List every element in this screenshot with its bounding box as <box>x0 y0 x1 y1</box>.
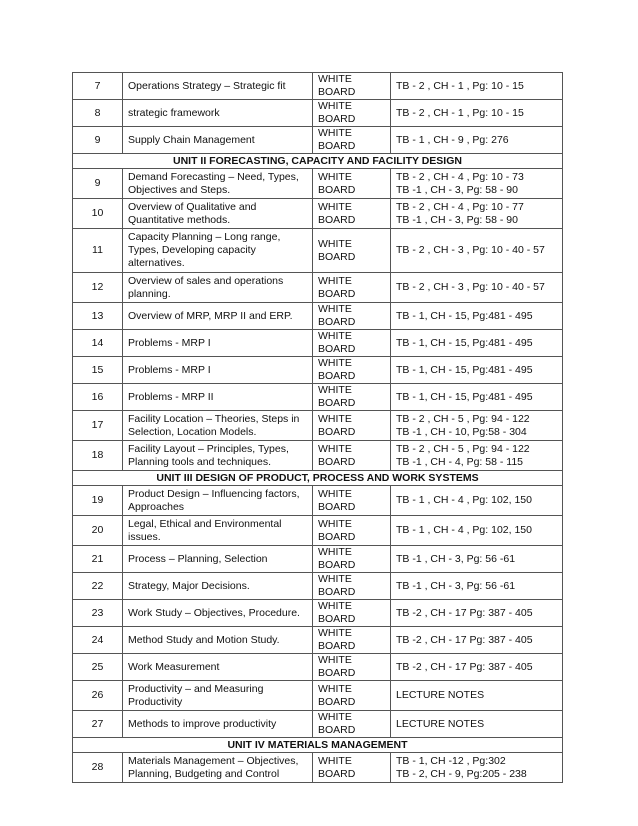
session-number: 10 <box>73 199 123 229</box>
teaching-method: WHITE BOARD <box>313 411 391 441</box>
topic-cell <box>123 627 313 654</box>
reference-cell <box>391 273 563 303</box>
topic-text: planning. <box>128 287 171 300</box>
teaching-method: WHITE BOARD <box>313 229 391 273</box>
topic-text: Overview of sales and operations <box>128 274 284 287</box>
teaching-method: WHITE BOARD <box>313 573 391 600</box>
reference-text: TB -1 , CH - 10, Pg:58 - 304 <box>396 425 527 438</box>
teaching-method: WHITE BOARD <box>313 486 391 516</box>
reference-text: TB - 1 , CH - 9 , Pg: 276 <box>396 133 509 146</box>
session-number: 22 <box>73 573 123 600</box>
session-number: 28 <box>73 753 123 783</box>
reference-cell <box>391 357 563 384</box>
topic-cell <box>123 100 313 127</box>
table-row <box>73 169 563 199</box>
table-row <box>73 654 563 681</box>
session-number: 27 <box>73 711 123 738</box>
teaching-method: WHITE BOARD <box>313 711 391 738</box>
table-row <box>73 600 563 627</box>
table-row <box>73 384 563 411</box>
topic-text: Objectives and Steps. <box>128 183 231 196</box>
teaching-method: WHITE BOARD <box>313 357 391 384</box>
reference-text: TB - 1 , CH - 4 , Pg: 102, 150 <box>396 494 532 506</box>
table-row <box>73 711 563 738</box>
teaching-method: WHITE BOARD <box>313 654 391 681</box>
session-number: 11 <box>73 229 123 273</box>
table-row <box>73 127 563 154</box>
session-number: 17 <box>73 411 123 441</box>
reference-cell <box>391 486 563 516</box>
reference-text: TB - 2, CH - 9, Pg:205 - 238 <box>396 767 527 780</box>
reference-text: TB - 2 , CH - 1 , Pg: 10 - 15 <box>396 106 524 119</box>
teaching-method: WHITE BOARD <box>313 753 391 783</box>
topic-text: Method Study and Motion Study. <box>128 633 280 646</box>
session-number: 13 <box>73 303 123 330</box>
topic-text: Work Study – Objectives, Procedure. <box>128 606 300 619</box>
topic-text: Productivity <box>128 695 183 708</box>
teaching-method: WHITE BOARD <box>313 330 391 357</box>
reference-text: TB - 1, CH - 15, Pg:481 - 495 <box>396 363 533 376</box>
session-number: 8 <box>73 100 123 127</box>
teaching-method: WHITE BOARD <box>313 169 391 199</box>
topic-text: Demand Forecasting – Need, Types, <box>128 170 299 183</box>
session-number: 24 <box>73 627 123 654</box>
teaching-method: WHITE BOARD <box>313 303 391 330</box>
unit-heading-row <box>73 471 563 486</box>
topic-text: Methods to improve productivity <box>128 717 277 730</box>
reference-text: TB -2 , CH - 17 Pg: 387 - 405 <box>396 633 533 646</box>
reference-text: TB -1 , CH - 4, Pg: 58 - 115 <box>396 455 524 468</box>
reference-text: TB - 2 , CH - 3 , Pg: 10 - 40 - 57 <box>396 281 545 293</box>
table-row <box>73 357 563 384</box>
topic-text: Work Measurement <box>128 660 220 673</box>
topic-text: Types, Developing capacity <box>128 244 256 256</box>
session-number: 21 <box>73 546 123 573</box>
unit-heading-row <box>73 738 563 753</box>
table-row <box>73 441 563 471</box>
reference-cell <box>391 100 563 127</box>
session-number: 19 <box>73 486 123 516</box>
topic-text: Problems - MRP II <box>128 390 214 403</box>
table-row <box>73 303 563 330</box>
session-number: 25 <box>73 654 123 681</box>
topic-cell <box>123 516 313 546</box>
topic-text: Problems - MRP I <box>128 363 211 376</box>
reference-text: LECTURE NOTES <box>396 717 485 730</box>
topic-text: Process – Planning, Selection <box>128 552 268 565</box>
table-row <box>73 627 563 654</box>
topic-text: Overview of MRP, MRP II and ERP. <box>128 309 293 322</box>
reference-cell <box>391 441 563 471</box>
topic-cell <box>123 303 313 330</box>
topic-text: Capacity Planning – Long range, <box>128 231 281 243</box>
teaching-method: WHITE BOARD <box>313 273 391 303</box>
teaching-method: WHITE BOARD <box>313 127 391 154</box>
topic-text: Materials Management – Objectives, <box>128 754 299 767</box>
session-number: 15 <box>73 357 123 384</box>
reference-cell <box>391 303 563 330</box>
session-number: 23 <box>73 600 123 627</box>
table-row <box>73 411 563 441</box>
topic-text: strategic framework <box>128 106 220 119</box>
teaching-method: WHITE BOARD <box>313 73 391 100</box>
topic-text: issues. <box>128 530 161 543</box>
reference-cell <box>391 573 563 600</box>
session-number: 26 <box>73 681 123 711</box>
teaching-method: WHITE BOARD <box>313 441 391 471</box>
table-row <box>73 573 563 600</box>
topic-text: Selection, Location Models. <box>128 425 257 438</box>
reference-text: TB -1 , CH - 3, Pg: 58 - 90 <box>396 183 518 196</box>
teaching-method: WHITE BOARD <box>313 199 391 229</box>
reference-cell <box>391 516 563 546</box>
topic-cell <box>123 169 313 199</box>
teaching-method: WHITE BOARD <box>313 681 391 711</box>
table-row <box>73 73 563 100</box>
session-number: 14 <box>73 330 123 357</box>
table-row <box>73 100 563 127</box>
reference-cell <box>391 681 563 711</box>
reference-text: TB -2 , CH - 17 Pg: 387 - 405 <box>396 660 533 673</box>
topic-cell <box>123 546 313 573</box>
reference-text: LECTURE NOTES <box>396 689 485 701</box>
reference-cell <box>391 600 563 627</box>
topic-text: Operations Strategy – Strategic fit <box>128 79 286 92</box>
unit-heading: UNIT II FORECASTING, CAPACITY AND FACILITY DESIGN <box>73 154 563 169</box>
table-row <box>73 681 563 711</box>
reference-text: TB -1 , CH - 3, Pg: 56 -61 <box>396 579 516 592</box>
session-number: 9 <box>73 127 123 154</box>
teaching-method: WHITE BOARD <box>313 627 391 654</box>
topic-text: alternatives. <box>128 257 185 269</box>
topic-text: Legal, Ethical and Environmental <box>128 517 282 530</box>
topic-text: Facility Location – Theories, Steps in <box>128 412 300 425</box>
topic-cell <box>123 73 313 100</box>
topic-cell <box>123 357 313 384</box>
table-row <box>73 546 563 573</box>
topic-cell <box>123 654 313 681</box>
unit-heading: UNIT III DESIGN OF PRODUCT, PROCESS AND WORK SYSTEMS <box>73 471 563 486</box>
topic-text: Approaches <box>128 500 185 513</box>
reference-text: TB - 2 , CH - 1 , Pg: 10 - 15 <box>396 79 524 92</box>
reference-text: TB - 2 , CH - 3 , Pg: 10 - 40 - 57 <box>396 244 545 256</box>
topic-text: Strategy, Major Decisions. <box>128 579 250 592</box>
reference-cell <box>391 169 563 199</box>
teaching-method: WHITE BOARD <box>313 100 391 127</box>
reference-cell <box>391 127 563 154</box>
reference-text: TB - 1, CH - 15, Pg:481 - 495 <box>396 390 533 403</box>
reference-text: TB - 1, CH - 15, Pg:481 - 495 <box>396 336 533 349</box>
topic-text: Supply Chain Management <box>128 133 255 146</box>
teaching-method: WHITE BOARD <box>313 384 391 411</box>
topic-text: Planning tools and techniques. <box>128 455 272 468</box>
reference-cell <box>391 199 563 229</box>
reference-text: TB - 2 , CH - 5 , Pg: 94 - 122 <box>396 412 530 425</box>
topic-cell <box>123 330 313 357</box>
reference-cell <box>391 753 563 783</box>
topic-cell <box>123 573 313 600</box>
unit-heading-row <box>73 154 563 169</box>
table-row <box>73 516 563 546</box>
topic-cell <box>123 273 313 303</box>
reference-cell <box>391 654 563 681</box>
reference-text: TB - 1 , CH - 4 , Pg: 102, 150 <box>396 524 532 536</box>
reference-cell <box>391 73 563 100</box>
topic-text: Quantitative methods. <box>128 213 231 226</box>
topic-cell <box>123 229 313 273</box>
topic-cell <box>123 753 313 783</box>
session-number: 9 <box>73 169 123 199</box>
session-number: 12 <box>73 273 123 303</box>
topic-cell <box>123 199 313 229</box>
topic-text: Product Design – Influencing factors, <box>128 487 300 500</box>
reference-cell <box>391 384 563 411</box>
reference-text: TB -1 , CH - 3, Pg: 58 - 90 <box>396 213 518 226</box>
table-row <box>73 330 563 357</box>
teaching-method: WHITE BOARD <box>313 600 391 627</box>
topic-cell <box>123 711 313 738</box>
reference-text: TB - 2 , CH - 5 , Pg: 94 - 122 <box>396 442 530 455</box>
lesson-plan-table <box>72 72 563 783</box>
reference-cell <box>391 330 563 357</box>
topic-cell <box>123 384 313 411</box>
topic-cell <box>123 411 313 441</box>
topic-cell <box>123 441 313 471</box>
session-number: 7 <box>73 73 123 100</box>
topic-cell <box>123 600 313 627</box>
table-row <box>73 273 563 303</box>
reference-cell <box>391 546 563 573</box>
reference-cell <box>391 711 563 738</box>
reference-text: TB - 1, CH -12 , Pg:302 <box>396 754 506 767</box>
reference-cell <box>391 229 563 273</box>
topic-text: Facility Layout – Principles, Types, <box>128 442 289 455</box>
table-row <box>73 229 563 273</box>
session-number: 20 <box>73 516 123 546</box>
reference-text: TB - 2 , CH - 4 , Pg: 10 - 73 <box>396 170 524 183</box>
topic-cell <box>123 127 313 154</box>
table-row <box>73 753 563 783</box>
reference-cell <box>391 627 563 654</box>
session-number: 18 <box>73 441 123 471</box>
topic-text: Problems - MRP I <box>128 336 211 349</box>
reference-text: TB - 2 , CH - 4 , Pg: 10 - 77 <box>396 200 524 213</box>
reference-text: TB -2 , CH - 17 Pg: 387 - 405 <box>396 606 533 619</box>
teaching-method: WHITE BOARD <box>313 546 391 573</box>
reference-text: TB -1 , CH - 3, Pg: 56 -61 <box>396 552 516 565</box>
unit-heading: UNIT IV MATERIALS MANAGEMENT <box>73 738 563 753</box>
table-row <box>73 486 563 516</box>
teaching-method: WHITE BOARD <box>313 516 391 546</box>
table-row <box>73 199 563 229</box>
reference-text: TB - 1, CH - 15, Pg:481 - 495 <box>396 309 533 322</box>
lesson-plan-body <box>73 73 563 783</box>
reference-cell <box>391 411 563 441</box>
topic-cell <box>123 681 313 711</box>
topic-cell <box>123 486 313 516</box>
session-number: 16 <box>73 384 123 411</box>
topic-text: Productivity – and Measuring <box>128 682 264 695</box>
topic-text: Overview of Qualitative and <box>128 200 257 213</box>
topic-text: Planning, Budgeting and Control <box>128 767 280 780</box>
